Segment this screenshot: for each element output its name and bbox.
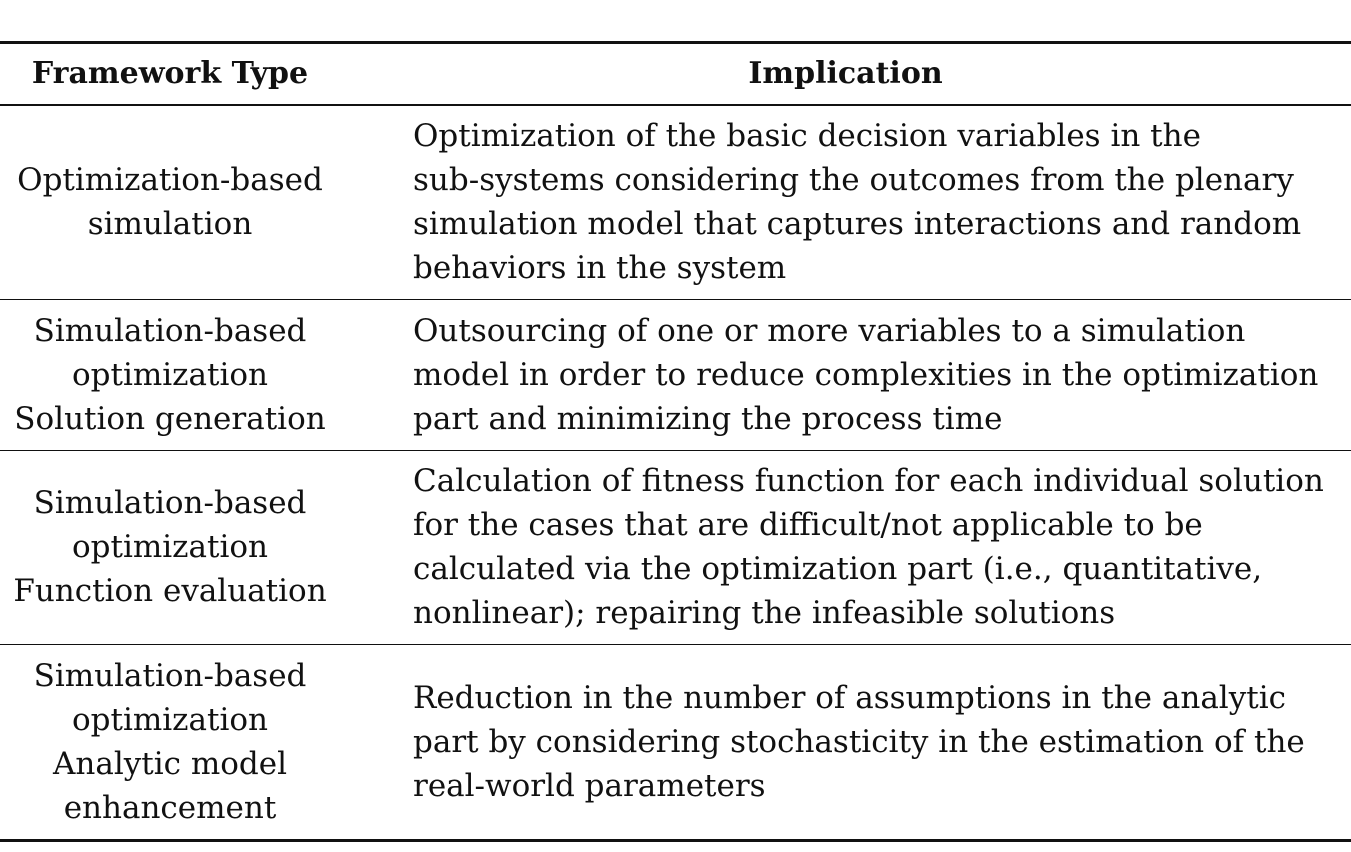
framework-type-line: Simulation-based [33, 657, 307, 694]
framework-table [0, 41, 1351, 842]
implication-line: Outsourcing of one or more variables to a simulation [413, 312, 1246, 349]
table-header [0, 43, 1351, 106]
implication-line: model in order to reduce complexities in the optimization [413, 356, 1319, 393]
header-row [0, 43, 1351, 106]
framework-type-cell [0, 299, 340, 450]
framework-type-cell [0, 105, 340, 299]
implication-line: nonlinear); repairing the infeasible solutions [413, 595, 1116, 631]
implication-line: sub-systems considering the outcomes from the plenary [413, 162, 1294, 199]
implication-line: part by considering stochasticity in the estimation of the [413, 723, 1305, 760]
framework-type-line: Function evaluation [13, 573, 327, 609]
implication-line: real-world parameters [413, 767, 766, 804]
table-body [0, 105, 1351, 840]
implication-cell [340, 450, 1351, 644]
framework-type-line: Solution generation [14, 400, 326, 437]
implication-line: Optimization of the basic decision variables in the [413, 118, 1201, 155]
framework-type-cell [0, 644, 340, 840]
implication-cell [340, 644, 1351, 840]
header-framework-type: Framework Type [31, 56, 309, 91]
framework-type-line: optimization [71, 701, 268, 738]
framework-type-line: enhancement [63, 789, 277, 826]
table-row [0, 450, 1351, 644]
framework-type-line: Analytic model [52, 745, 287, 782]
header-implication: Implication [748, 56, 943, 91]
framework-type-line: optimization [71, 529, 268, 565]
implication-line: part and minimizing the process time [413, 400, 1003, 437]
implication-cell [340, 299, 1351, 450]
framework-type-line: optimization [71, 356, 268, 393]
table-row [0, 644, 1351, 840]
implication-line: behaviors in the system [413, 250, 787, 287]
implication-line: simulation model that captures interactions and random [413, 206, 1302, 243]
framework-type-line: Simulation-based [33, 312, 307, 349]
implication-cell [340, 105, 1351, 299]
implication-line: Reduction in the number of assumptions in the analytic [413, 679, 1286, 716]
framework-type-line: Simulation-based [33, 485, 307, 521]
table-row [0, 299, 1351, 450]
framework-type-line: simulation [87, 206, 253, 243]
implication-line: calculated via the optimization part (i.e., quantitative, [413, 551, 1263, 587]
table-row [0, 105, 1351, 299]
framework-type-cell [0, 450, 340, 644]
implication-line: Calculation of fitness function for each individual solution [413, 463, 1324, 499]
framework-type-line: Optimization-based [17, 162, 323, 199]
implication-line: for the cases that are difficult/not applicable to be [413, 507, 1203, 543]
